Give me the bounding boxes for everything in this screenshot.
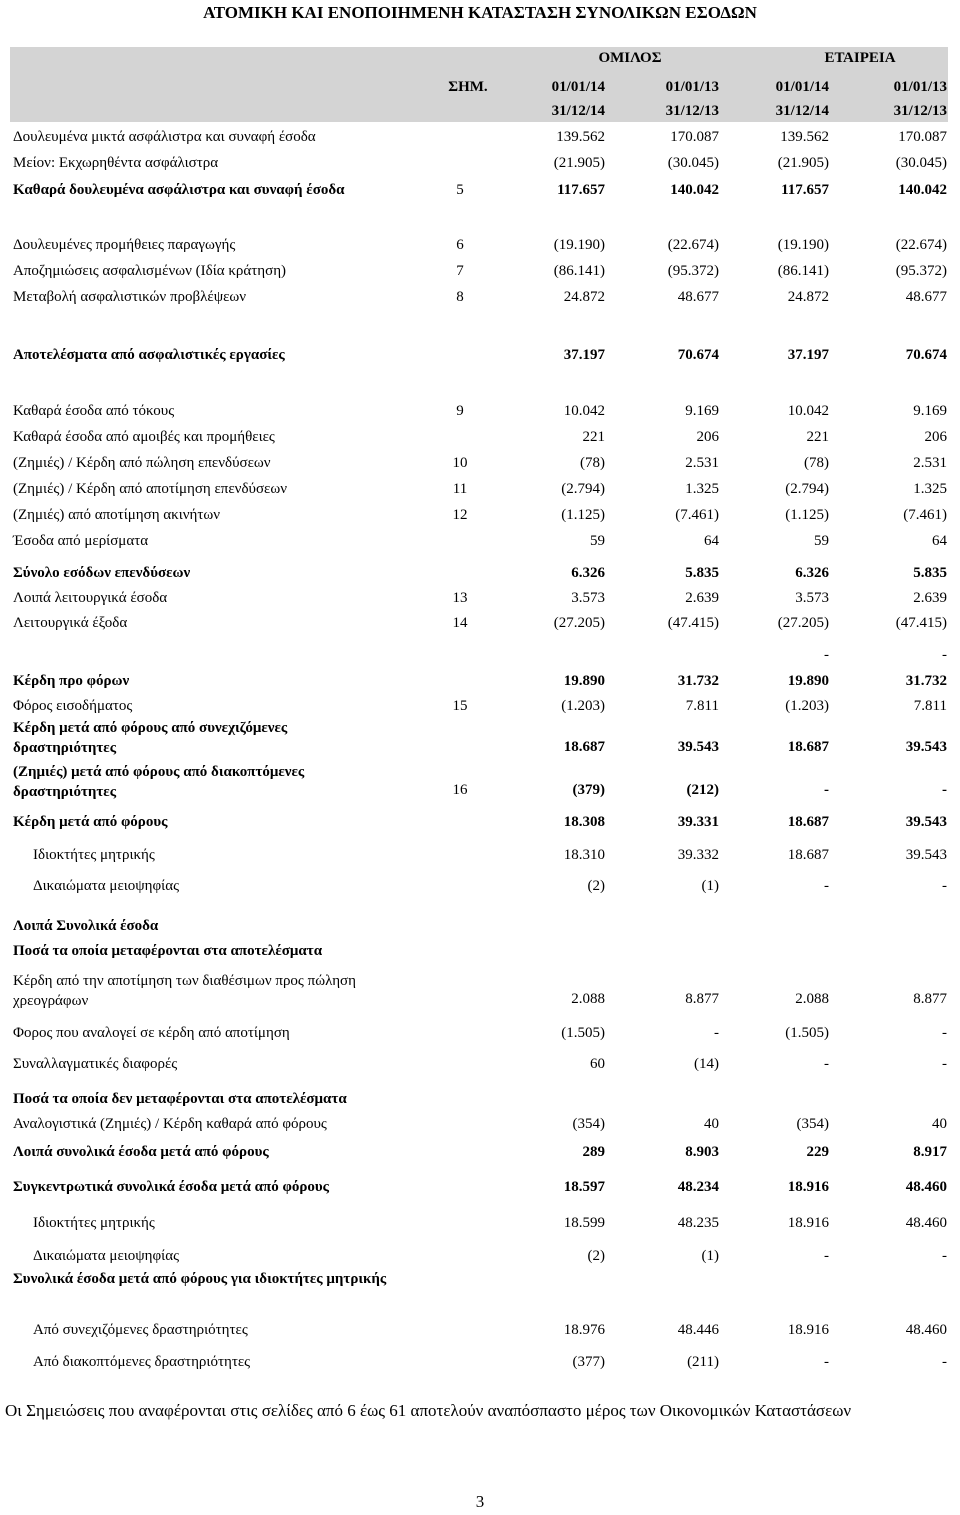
value-cell: 170.087 bbox=[670, 129, 719, 145]
table-row bbox=[0, 429, 960, 449]
row-label: Καθαρά έσοδα από αμοιβές και προμήθειες bbox=[13, 429, 275, 445]
row-label: Ιδιοκτήτες μητρικής bbox=[33, 1215, 155, 1231]
value-cell: 5.835 bbox=[913, 565, 947, 581]
row-label: Ποσά τα οποία μεταφέρονται στα αποτελέσματα bbox=[13, 943, 323, 959]
row-label: Συγκεντρωτικά συνολικά έσοδα μετά από φόρους bbox=[13, 1179, 329, 1195]
value-cell: 48.677 bbox=[905, 289, 947, 305]
value-cell: (2) bbox=[587, 878, 605, 894]
value-cell: (1.505) bbox=[785, 1025, 829, 1041]
period-2-to: 31/12/13 bbox=[665, 103, 719, 119]
value-cell: 1.325 bbox=[685, 481, 719, 497]
value-cell: 39.543 bbox=[905, 814, 947, 830]
table-row bbox=[0, 1215, 960, 1235]
table-row bbox=[0, 289, 960, 309]
value-cell: 221 bbox=[806, 429, 829, 445]
table-row bbox=[0, 507, 960, 527]
value-cell: (7.461) bbox=[903, 507, 947, 523]
value-cell: (47.415) bbox=[895, 615, 947, 631]
value-cell: (95.372) bbox=[895, 263, 947, 279]
note-ref: 7 bbox=[456, 263, 464, 279]
table-row bbox=[0, 565, 960, 585]
row-label: (Ζημιές) μετά από φόρους από διακοπτόμενες δραστηριότητες bbox=[13, 764, 305, 800]
value-cell: 19.890 bbox=[563, 673, 605, 689]
value-cell: 70.674 bbox=[677, 347, 719, 363]
value-cell: 48.460 bbox=[905, 1322, 947, 1338]
value-cell: 7.811 bbox=[913, 698, 947, 714]
value-cell: (1) bbox=[701, 878, 719, 894]
value-cell: 18.916 bbox=[787, 1215, 829, 1231]
row-label: Δουλευμένες προμήθειες παραγωγής bbox=[13, 237, 236, 253]
period-4-from: 01/01/13 bbox=[893, 79, 947, 95]
value-cell: - bbox=[714, 1025, 719, 1041]
value-cell: (212) bbox=[686, 782, 719, 798]
row-label: (Ζημιές) / Κέρδη από πώληση επενδύσεων bbox=[13, 455, 271, 471]
value-cell: 60 bbox=[590, 1056, 605, 1072]
value-cell: - bbox=[824, 1056, 829, 1072]
row-label: Σύνολο εσόδων επενδύσεων bbox=[13, 565, 191, 581]
value-cell: - bbox=[824, 782, 829, 798]
value-cell: 229 bbox=[806, 1144, 829, 1160]
value-cell: 18.687 bbox=[787, 814, 829, 830]
value-cell: (30.045) bbox=[667, 155, 719, 171]
note-ref: 11 bbox=[452, 481, 468, 497]
value-cell: 2.088 bbox=[571, 991, 605, 1007]
value-cell: 140.042 bbox=[670, 182, 719, 198]
value-cell: 5.835 bbox=[685, 565, 719, 581]
value-cell: - bbox=[824, 878, 829, 894]
row-label: Έσοδα από μερίσματα bbox=[13, 533, 149, 549]
value-cell: 18.687 bbox=[563, 739, 605, 755]
value-cell: 39.332 bbox=[677, 847, 719, 863]
value-cell: 19.890 bbox=[787, 673, 829, 689]
row-label: Φορος που αναλογεί σε κέρδη από αποτίμηση bbox=[13, 1025, 290, 1041]
value-cell: 9.169 bbox=[685, 403, 719, 419]
value-cell: 39.543 bbox=[677, 739, 719, 755]
table-row bbox=[0, 847, 960, 867]
table-row bbox=[0, 590, 960, 610]
table-row bbox=[0, 943, 960, 963]
note-ref: 15 bbox=[452, 698, 468, 714]
value-cell: 48.235 bbox=[677, 1215, 719, 1231]
table-row bbox=[0, 782, 960, 802]
value-cell: - bbox=[942, 1354, 947, 1370]
value-cell: (21.905) bbox=[777, 155, 829, 171]
value-cell: 206 bbox=[696, 429, 719, 445]
table-row bbox=[0, 455, 960, 475]
value-cell: 140.042 bbox=[898, 182, 947, 198]
row-label: (Ζημιές) / Κέρδη από αποτίμηση επενδύσεων bbox=[13, 481, 287, 497]
value-cell: 48.460 bbox=[905, 1179, 947, 1195]
row-label: Κέρδη από την αποτίμηση των διαθέσιμων προς πώληση χρεογράφων bbox=[13, 973, 356, 1009]
value-cell: 39.331 bbox=[677, 814, 719, 830]
table-row bbox=[0, 155, 960, 175]
table-row bbox=[0, 673, 960, 693]
row-label: Καθαρά έσοδα από τόκους bbox=[13, 403, 175, 419]
value-cell: (19.190) bbox=[553, 237, 605, 253]
row-label: Λειτουργικά έξοδα bbox=[13, 615, 128, 631]
value-cell: 31.732 bbox=[905, 673, 947, 689]
value-cell: 64 bbox=[932, 533, 947, 549]
value-cell: 139.562 bbox=[780, 129, 829, 145]
value-cell: 170.087 bbox=[898, 129, 947, 145]
value-cell: 48.460 bbox=[905, 1215, 947, 1231]
value-cell: - bbox=[942, 647, 947, 663]
page-title: ΑΤΟΜΙΚΗ ΚΑΙ ΕΝΟΠΟΙΗΜΕΝΗ ΚΑΤΑΣΤΑΣΗ ΣΥΝΟΛΙΚΩΝ ΕΣΟΔΩΝ bbox=[203, 3, 757, 22]
note-ref: 6 bbox=[456, 237, 464, 253]
note-ref: 16 bbox=[452, 782, 468, 798]
value-cell: (2.794) bbox=[785, 481, 829, 497]
value-cell: 221 bbox=[582, 429, 605, 445]
table-row bbox=[0, 129, 960, 149]
page-number: 3 bbox=[475, 1492, 485, 1511]
value-cell: (354) bbox=[572, 1116, 605, 1132]
value-cell: 39.543 bbox=[905, 739, 947, 755]
row-label: Συναλλαγματικές διαφορές bbox=[13, 1056, 178, 1072]
value-cell: (78) bbox=[580, 455, 605, 471]
value-cell: - bbox=[942, 782, 947, 798]
value-cell: (7.461) bbox=[675, 507, 719, 523]
value-cell: 18.976 bbox=[563, 1322, 605, 1338]
value-cell: 10.042 bbox=[563, 403, 605, 419]
period-1-from: 01/01/14 bbox=[551, 79, 605, 95]
value-cell: 8.877 bbox=[685, 991, 719, 1007]
value-cell: 2.531 bbox=[685, 455, 719, 471]
value-cell: 3.573 bbox=[571, 590, 605, 606]
value-cell: (86.141) bbox=[777, 263, 829, 279]
value-cell: 6.326 bbox=[571, 565, 605, 581]
value-cell: (21.905) bbox=[553, 155, 605, 171]
table-row bbox=[0, 481, 960, 501]
value-cell: 48.446 bbox=[677, 1322, 719, 1338]
row-label: Λοιπά συνολικά έσοδα μετά από φόρους bbox=[13, 1144, 269, 1160]
value-cell: (2.794) bbox=[561, 481, 605, 497]
row-label: Ιδιοκτήτες μητρικής bbox=[33, 847, 155, 863]
note-ref: 10 bbox=[452, 455, 468, 471]
table-row bbox=[0, 739, 960, 759]
table-row bbox=[0, 1144, 960, 1164]
period-3-from: 01/01/14 bbox=[775, 79, 829, 95]
table-row bbox=[0, 1091, 960, 1111]
table-row bbox=[0, 1025, 960, 1045]
value-cell: - bbox=[942, 1056, 947, 1072]
value-cell: 7.811 bbox=[685, 698, 719, 714]
row-label: Ποσά τα οποία δεν μεταφέρονται στα αποτελέσματα bbox=[13, 1091, 347, 1107]
value-cell: 59 bbox=[590, 533, 605, 549]
value-cell: (19.190) bbox=[777, 237, 829, 253]
value-cell: (47.415) bbox=[667, 615, 719, 631]
group-header: ΟΜΙΛΟΣ bbox=[598, 50, 662, 66]
value-cell: - bbox=[824, 1354, 829, 1370]
value-cell: 18.916 bbox=[787, 1179, 829, 1195]
table-row bbox=[0, 615, 960, 635]
value-cell: 6.326 bbox=[795, 565, 829, 581]
row-label: Φόρος εισοδήματος bbox=[13, 698, 133, 714]
value-cell: - bbox=[824, 1248, 829, 1264]
table-row bbox=[0, 347, 960, 367]
row-label: Κέρδη προ φόρων bbox=[13, 673, 130, 689]
row-label: Λοιπά λειτουργικά έσοδα bbox=[13, 590, 168, 606]
note-ref: 13 bbox=[452, 590, 468, 606]
value-cell: 24.872 bbox=[787, 289, 829, 305]
value-cell: 3.573 bbox=[795, 590, 829, 606]
table-row bbox=[0, 647, 960, 667]
value-cell: (1.203) bbox=[561, 698, 605, 714]
value-cell: (86.141) bbox=[553, 263, 605, 279]
value-cell: 18.599 bbox=[563, 1215, 605, 1231]
table-row bbox=[0, 182, 960, 202]
value-cell: (379) bbox=[572, 782, 605, 798]
row-label: Από συνεχιζόμενες δραστηριότητες bbox=[33, 1322, 248, 1338]
table-row bbox=[0, 814, 960, 834]
value-cell: 8.903 bbox=[685, 1144, 719, 1160]
table-row bbox=[0, 918, 960, 938]
table-row bbox=[0, 263, 960, 283]
value-cell: 70.674 bbox=[905, 347, 947, 363]
value-cell: 2.088 bbox=[795, 991, 829, 1007]
row-label: Συνολικά έσοδα μετά από φόρους για ιδιοκτήτες μητρικής bbox=[13, 1271, 387, 1287]
value-cell: 18.310 bbox=[563, 847, 605, 863]
value-cell: 10.042 bbox=[787, 403, 829, 419]
note-ref: 9 bbox=[456, 403, 464, 419]
value-cell: (1) bbox=[701, 1248, 719, 1264]
table-row bbox=[0, 1116, 960, 1136]
row-label: (Ζημιές) από αποτίμηση ακινήτων bbox=[13, 507, 221, 523]
row-label: Αναλογιστικά (Ζημιές) / Κέρδη καθαρά από φόρους bbox=[13, 1116, 327, 1132]
value-cell: (1.125) bbox=[785, 507, 829, 523]
row-label: Κέρδη μετά από φόρους από συνεχιζόμενες δραστηριότητες bbox=[13, 720, 288, 756]
value-cell: 24.872 bbox=[563, 289, 605, 305]
footnote: Οι Σημειώσεις που αναφέρονται στις σελίδες από 6 έως 61 αποτελούν αναπόσπαστο μέρος των Οικονομικών Καταστάσεων bbox=[5, 1401, 852, 1420]
note-ref: 12 bbox=[452, 507, 468, 523]
value-cell: 8.917 bbox=[913, 1144, 947, 1160]
row-label: Καθαρά δουλευμένα ασφάλιστρα και συναφή έσοδα bbox=[13, 182, 345, 198]
value-cell: 117.657 bbox=[557, 182, 605, 198]
table-row bbox=[0, 1354, 960, 1374]
table-row bbox=[0, 1248, 960, 1268]
value-cell: - bbox=[942, 878, 947, 894]
value-cell: 2.639 bbox=[913, 590, 947, 606]
value-cell: 2.639 bbox=[685, 590, 719, 606]
value-cell: (14) bbox=[694, 1056, 719, 1072]
period-2-from: 01/01/13 bbox=[665, 79, 719, 95]
table-row bbox=[0, 533, 960, 553]
row-label: Δουλευμένα μικτά ασφάλιστρα και συναφή έσοδα bbox=[13, 129, 316, 145]
period-3-to: 31/12/14 bbox=[775, 103, 829, 119]
table-row bbox=[0, 403, 960, 423]
value-cell: 18.916 bbox=[787, 1322, 829, 1338]
value-cell: 48.677 bbox=[677, 289, 719, 305]
table-row bbox=[0, 1056, 960, 1076]
value-cell: (78) bbox=[804, 455, 829, 471]
value-cell: 8.877 bbox=[913, 991, 947, 1007]
row-label: Δικαιώματα μειοψηφίας bbox=[33, 878, 180, 894]
value-cell: (1.505) bbox=[561, 1025, 605, 1041]
value-cell: 1.325 bbox=[913, 481, 947, 497]
value-cell: 40 bbox=[704, 1116, 719, 1132]
row-label: Μεταβολή ασφαλιστικών προβλέψεων bbox=[13, 289, 247, 305]
value-cell: 31.732 bbox=[677, 673, 719, 689]
value-cell: (2) bbox=[587, 1248, 605, 1264]
value-cell: (1.203) bbox=[785, 698, 829, 714]
value-cell: - bbox=[942, 1025, 947, 1041]
value-cell: (30.045) bbox=[895, 155, 947, 171]
value-cell: (377) bbox=[572, 1354, 605, 1370]
value-cell: 18.308 bbox=[563, 814, 605, 830]
value-cell: (22.674) bbox=[667, 237, 719, 253]
value-cell: - bbox=[824, 647, 829, 663]
note-column-header: ΣΗΜ. bbox=[448, 79, 488, 95]
table-row bbox=[0, 1179, 960, 1199]
table-row bbox=[0, 878, 960, 898]
value-cell: 48.234 bbox=[677, 1179, 719, 1195]
table-row bbox=[0, 1322, 960, 1342]
value-cell: 289 bbox=[582, 1144, 605, 1160]
table-row bbox=[0, 237, 960, 257]
value-cell: (22.674) bbox=[895, 237, 947, 253]
value-cell: (211) bbox=[687, 1354, 719, 1370]
value-cell: (1.125) bbox=[561, 507, 605, 523]
value-cell: (27.205) bbox=[553, 615, 605, 631]
row-label: Αποτελέσματα από ασφαλιστικές εργασίες bbox=[13, 347, 285, 363]
value-cell: 9.169 bbox=[913, 403, 947, 419]
note-ref: 14 bbox=[452, 615, 468, 631]
value-cell: (95.372) bbox=[667, 263, 719, 279]
value-cell: 18.687 bbox=[787, 847, 829, 863]
value-cell: 37.197 bbox=[787, 347, 829, 363]
value-cell: 18.687 bbox=[787, 739, 829, 755]
period-1-to: 31/12/14 bbox=[551, 103, 605, 119]
value-cell: - bbox=[942, 1248, 947, 1264]
value-cell: 206 bbox=[924, 429, 947, 445]
period-4-to: 31/12/13 bbox=[893, 103, 947, 119]
note-ref: 5 bbox=[456, 182, 464, 198]
row-label: Από διακοπτόμενες δραστηριότητες bbox=[33, 1354, 251, 1370]
value-cell: 2.531 bbox=[913, 455, 947, 471]
table-row bbox=[0, 991, 960, 1011]
row-label: Δικαιώματα μειοψηφίας bbox=[33, 1248, 180, 1264]
row-label: Μείον: Εκχωρηθέντα ασφάλιστρα bbox=[13, 155, 219, 171]
table-row bbox=[0, 698, 960, 718]
row-label: Λοιπά Συνολικά έσοδα bbox=[13, 918, 159, 934]
company-header: ΕΤΑΙΡΕΙΑ bbox=[824, 50, 896, 66]
value-cell: 39.543 bbox=[905, 847, 947, 863]
value-cell: 37.197 bbox=[563, 347, 605, 363]
value-cell: (27.205) bbox=[777, 615, 829, 631]
value-cell: 139.562 bbox=[556, 129, 605, 145]
value-cell: (354) bbox=[796, 1116, 829, 1132]
value-cell: 59 bbox=[814, 533, 829, 549]
value-cell: 117.657 bbox=[781, 182, 829, 198]
value-cell: 64 bbox=[704, 533, 719, 549]
value-cell: 18.597 bbox=[563, 1179, 605, 1195]
value-cell: 40 bbox=[932, 1116, 947, 1132]
row-label: Αποζημιώσεις ασφαλισμένων (Ιδία κράτηση) bbox=[13, 263, 287, 279]
row-label: Κέρδη μετά από φόρους bbox=[13, 814, 168, 830]
note-ref: 8 bbox=[456, 289, 464, 305]
